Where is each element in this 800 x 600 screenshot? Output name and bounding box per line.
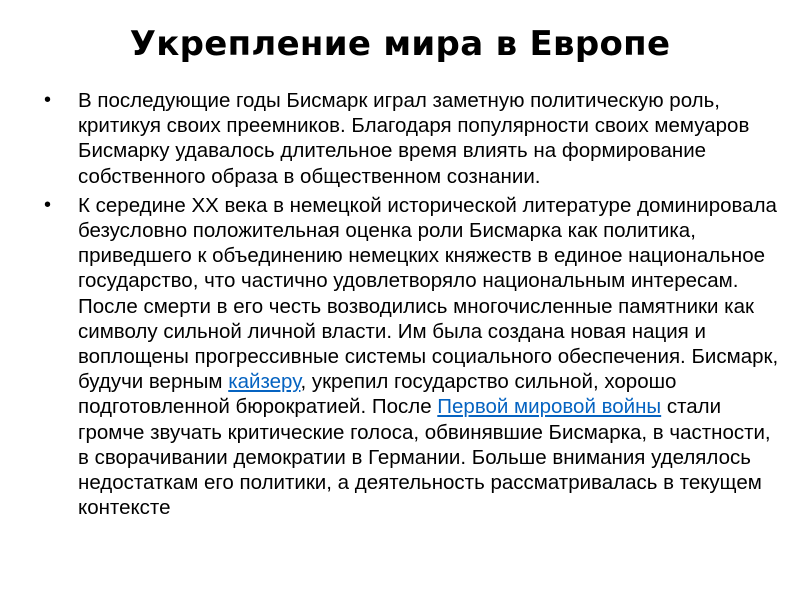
bullet-item-2 — [44, 193, 779, 521]
bullet-text-part-2: , укрепил государство сильной, хорошо подготовленной бюрократией. После — [78, 370, 677, 419]
world-war-one-link[interactable]: Первой мировой войны — [437, 395, 662, 419]
bullet-text: В последующие годы Бисмарк играл заметную политическую роль, критикуя своих преемников. Благодаря популярности своих мемуаров Бисмарку удавалось длительное время влиять на формирование собственного образа в общественном сознании. — [78, 89, 750, 188]
kaiser-link[interactable]: кайзеру — [228, 370, 301, 394]
bullet-item-1 — [44, 88, 779, 189]
bullet-icon: • — [44, 89, 52, 111]
bullet-list — [44, 88, 779, 524]
bullet-text-part-1: К середине XX века в немецкой исторической литературе доминировала безусловно положительная оценка роли Бисмарка как политика, приведшего к объединению немецких княжеств в единое национальное государство, что частично удовлетворяло национальным интересам. После смерти в его честь возводились многочисленные памятники как символу сильной личной власти. Им была создана новая нация и воплощены прогрессивные системы социального обеспечения. Бисмарк, будучи верным — [78, 193, 779, 394]
slide-title: Укрепление мира в Европе — [129, 24, 671, 64]
bullet-text-part-3: стали громче звучать критические голоса, обвинявшие Бисмарка, в частности, в сворачивании демократии в Германии. Больше внимания уделялось недостаткам его политики, а деятельность рассматривалась в текущем контексте — [78, 395, 771, 520]
bullet-icon: • — [44, 193, 52, 216]
